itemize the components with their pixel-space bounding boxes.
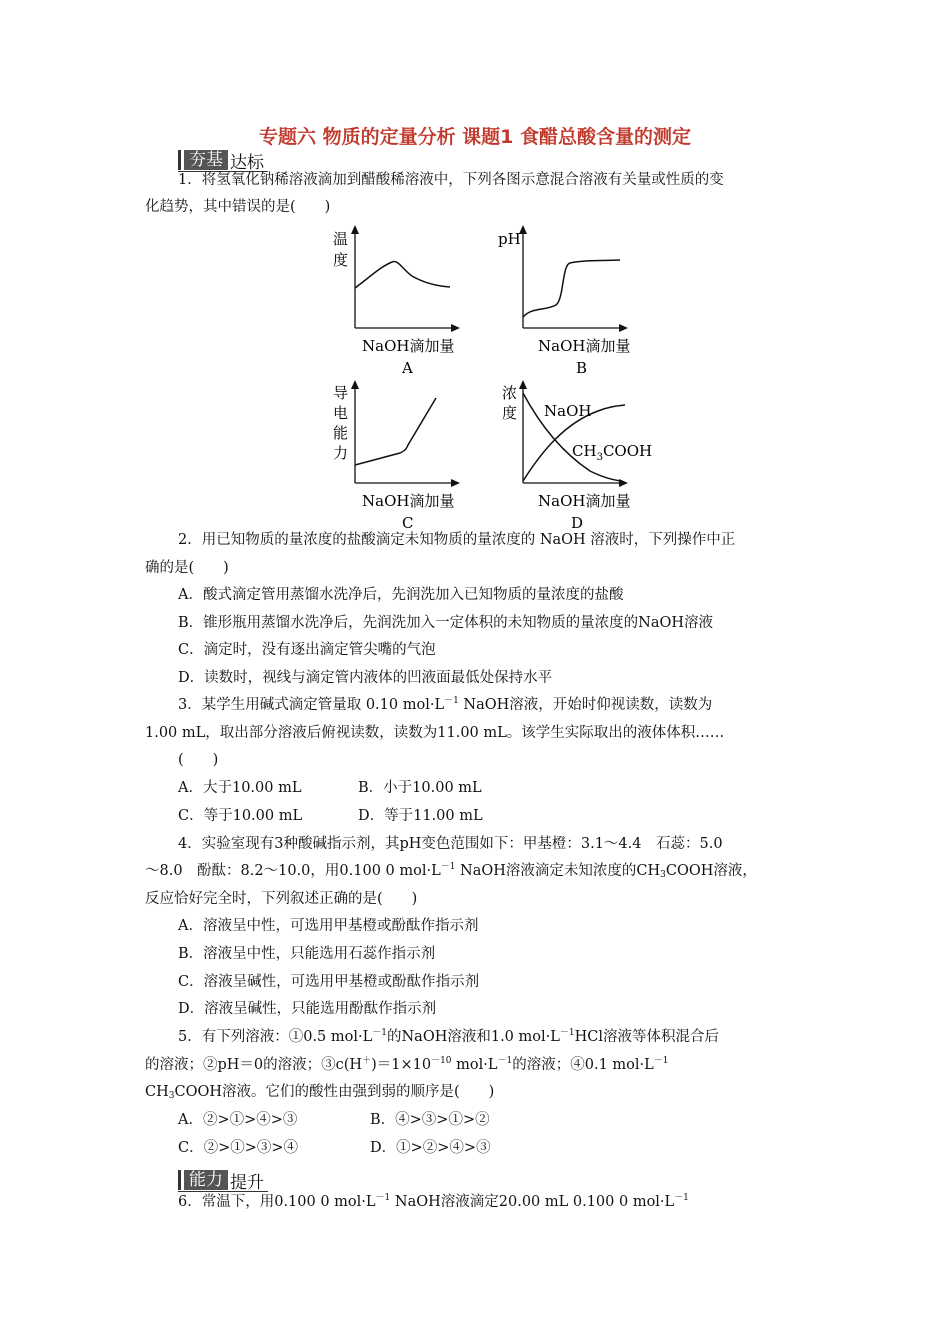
q5-line2-sup3: －1 <box>497 1056 513 1066</box>
q3-line1-b: NaOH溶液，开始时仰视读数，读数为 <box>458 697 713 713</box>
graph-d-ylabel-2: 度 <box>502 404 518 422</box>
q4-option-a: A．溶液呈中性，可选用甲基橙或酚酞作指示剂 <box>178 918 479 934</box>
graph-c-ylabel-2: 电 <box>333 404 349 422</box>
section-header-advanced <box>178 1168 264 1192</box>
q4-option-d: D．溶液呈碱性，只能选用酚酞作指示剂 <box>178 1001 437 1017</box>
q5-option-a: A．②>①>④>③ <box>178 1112 298 1128</box>
q5-line1 <box>178 1027 719 1047</box>
q1-figures <box>320 225 660 535</box>
q3-line1 <box>178 695 712 715</box>
q5-line1-sup2: －1 <box>559 1028 575 1038</box>
q5-option-b: B．④>③>①>② <box>370 1112 490 1128</box>
q5-line2-sup1: ＋ <box>362 1056 372 1066</box>
graph-b-letter: B <box>576 359 588 377</box>
graph-d-xlabel: NaOH滴加量 <box>538 492 631 510</box>
q2-option-d: D．读数时，视线与滴定管内液体的凹液面最低处保持水平 <box>178 670 553 686</box>
graph-b-xlabel: NaOH滴加量 <box>538 337 631 355</box>
q2-option-b: B．锥形瓶用蒸馏水洗净后，先润洗加入一定体积的未知物质的量浓度的NaOH溶液 <box>178 615 714 631</box>
q3-line1-sup: －1 <box>444 696 459 706</box>
q4-line2-c: COOH溶液， <box>665 863 757 879</box>
section-bar <box>178 1170 181 1190</box>
section-label: 提升 <box>230 1172 264 1193</box>
q3-options-row1 <box>178 778 482 798</box>
graph-c-y-arrow <box>351 380 359 389</box>
graph-d-label-ch3cooh: $CH_3COOH$ <box>572 442 653 463</box>
q5-option-d: D．①>②>④>③ <box>370 1140 491 1156</box>
q4-line2-sup: －1 <box>440 862 456 872</box>
q4-line2-a: ～8.0 酚酞：8.2～10.0，用0.100 0 mol·L <box>145 863 441 879</box>
graph-b <box>498 225 630 377</box>
q6-line1-a: 6．常温下，用0.100 0 mol·L <box>178 1194 376 1210</box>
q6-line1 <box>178 1192 689 1212</box>
graph-a-y-arrow <box>351 225 359 234</box>
graph-b-curve <box>523 260 620 317</box>
q3-option-b: B．小于10.00 mL <box>358 780 482 796</box>
graph-c-curve <box>355 398 436 465</box>
section-header-basic <box>178 148 264 172</box>
q3-line3: ( ) <box>178 752 219 768</box>
q6-line1-b: NaOH溶液滴定20.00 mL 0.100 0 mol·L <box>390 1194 675 1210</box>
q6-line1-sup2: －1 <box>674 1193 689 1203</box>
graph-a-curve <box>355 261 450 288</box>
graph-c-x-arrow <box>451 479 460 487</box>
q4-line2 <box>145 861 757 881</box>
graph-d-label-naoh: NaOH <box>544 402 592 420</box>
q2-option-c: C．滴定时，没有逐出滴定管尖嘴的气泡 <box>178 642 436 658</box>
q4-option-c: C．溶液呈碱性，可选用甲基橙或酚酞作指示剂 <box>178 974 480 990</box>
q2-line2: 确的是( ) <box>145 560 229 576</box>
section-label: 达标 <box>230 152 264 173</box>
q4-line3: 反应恰好完全时，下列叙述正确的是( ) <box>145 891 418 907</box>
q5-line3-sub: 3 <box>168 1091 175 1101</box>
q5-options-row1 <box>178 1110 490 1130</box>
q5-line2-sup2: －10 <box>431 1056 452 1066</box>
graph-c-xlabel: NaOH滴加量 <box>362 492 455 510</box>
q4-line1: 4．实验室现有3种酸碱指示剂，其pH变色范围如下：甲基橙：3.1～4.4 石蕊：5.0 <box>178 836 723 852</box>
q2-option-a: A．酸式滴定管用蒸馏水洗净后，先润洗加入已知物质的量浓度的盐酸 <box>178 587 624 603</box>
section-tag: 能力 <box>184 1170 228 1190</box>
q5-line1-a: 5．有下列溶液：①0.5 mol·L <box>178 1029 373 1045</box>
graph-a-letter: A <box>402 359 413 377</box>
q5-line3 <box>145 1082 494 1102</box>
q5-line2-a: 的溶液；②pH＝0的溶液；③c(H <box>145 1057 363 1073</box>
q5-options-row2 <box>178 1138 491 1158</box>
graph-d-ylabel-1: 浓 <box>502 384 518 402</box>
page-title: 专题六 物质的定量分析 课题1 食醋总酸含量的测定 <box>258 126 692 148</box>
q2-line1: 2．用已知物质的量浓度的盐酸滴定未知物质的量浓度的 NaOH 溶液时，下列操作中正 <box>178 532 736 548</box>
q1-line1: 1．将氢氧化钠稀溶液滴加到醋酸稀溶液中，下列各图示意混合溶液有关量或性质的变 <box>178 172 724 188</box>
graph-b-ylabel: pH <box>498 230 521 248</box>
graph-c-ylabel-1: 导 <box>333 384 349 402</box>
graph-c <box>333 380 460 532</box>
q5-line2-sup4: －1 <box>653 1056 669 1066</box>
q3-option-d: D．等于11.00 mL <box>358 808 483 824</box>
q5-option-c: C．②>①>③>④ <box>178 1140 299 1156</box>
graph-a-xlabel: NaOH滴加量 <box>362 337 455 355</box>
graph-a-ylabel-1: 温 <box>333 230 349 248</box>
q6-line1-sup1: －1 <box>375 1193 391 1203</box>
q5-line3-b: COOH溶液。它们的酸性由强到弱的顺序是( ) <box>174 1084 495 1100</box>
q3-option-a: A．大于10.00 mL <box>178 780 302 796</box>
graph-d-letter: D <box>571 514 584 532</box>
q4-line2-b: NaOH溶液滴定未知浓度的CH <box>455 863 661 879</box>
graph-b-x-arrow <box>619 324 628 332</box>
q3-line2: 1.00 mL，取出部分溶液后俯视读数，读数为11.00 mL。该学生实际取出的液体体积…… <box>145 725 725 741</box>
q4-option-b: B．溶液呈中性，只能选用石蕊作指示剂 <box>178 946 436 962</box>
graph-d <box>502 380 652 532</box>
graph-c-ylabel-3: 能 <box>333 424 349 442</box>
graph-c-letter: C <box>402 514 414 532</box>
section-bar <box>178 150 181 170</box>
q4-line2-sub: 3 <box>660 870 666 880</box>
graph-d-y-arrow <box>519 380 527 389</box>
q5-line1-b: 的NaOH溶液和1.0 mol·L <box>386 1029 560 1045</box>
graph-a-x-arrow <box>451 324 460 332</box>
q5-line2-d: 的溶液；④0.1 mol·L <box>512 1057 654 1073</box>
q5-line1-c: HCl溶液等体积混合后 <box>574 1029 719 1045</box>
q1-line2: 化趋势，其中错误的是( ) <box>145 199 331 215</box>
q5-line2 <box>145 1055 669 1075</box>
q5-line2-b: )＝1×10 <box>371 1057 432 1073</box>
graph-a <box>333 225 460 377</box>
section-tag: 夯基 <box>184 150 228 170</box>
q3-option-c: C．等于10.00 mL <box>178 808 303 824</box>
graph-a-ylabel-2: 度 <box>333 251 349 269</box>
q5-line2-c: mol·L <box>451 1057 498 1073</box>
q3-options-row2 <box>178 806 483 826</box>
q5-line1-sup1: －1 <box>372 1028 387 1038</box>
q3-line1-a: 3．某学生用碱式滴定管量取 0.10 mol·L <box>178 697 445 713</box>
graph-c-ylabel-4: 力 <box>333 444 349 462</box>
q5-line3-a: CH <box>145 1084 169 1100</box>
